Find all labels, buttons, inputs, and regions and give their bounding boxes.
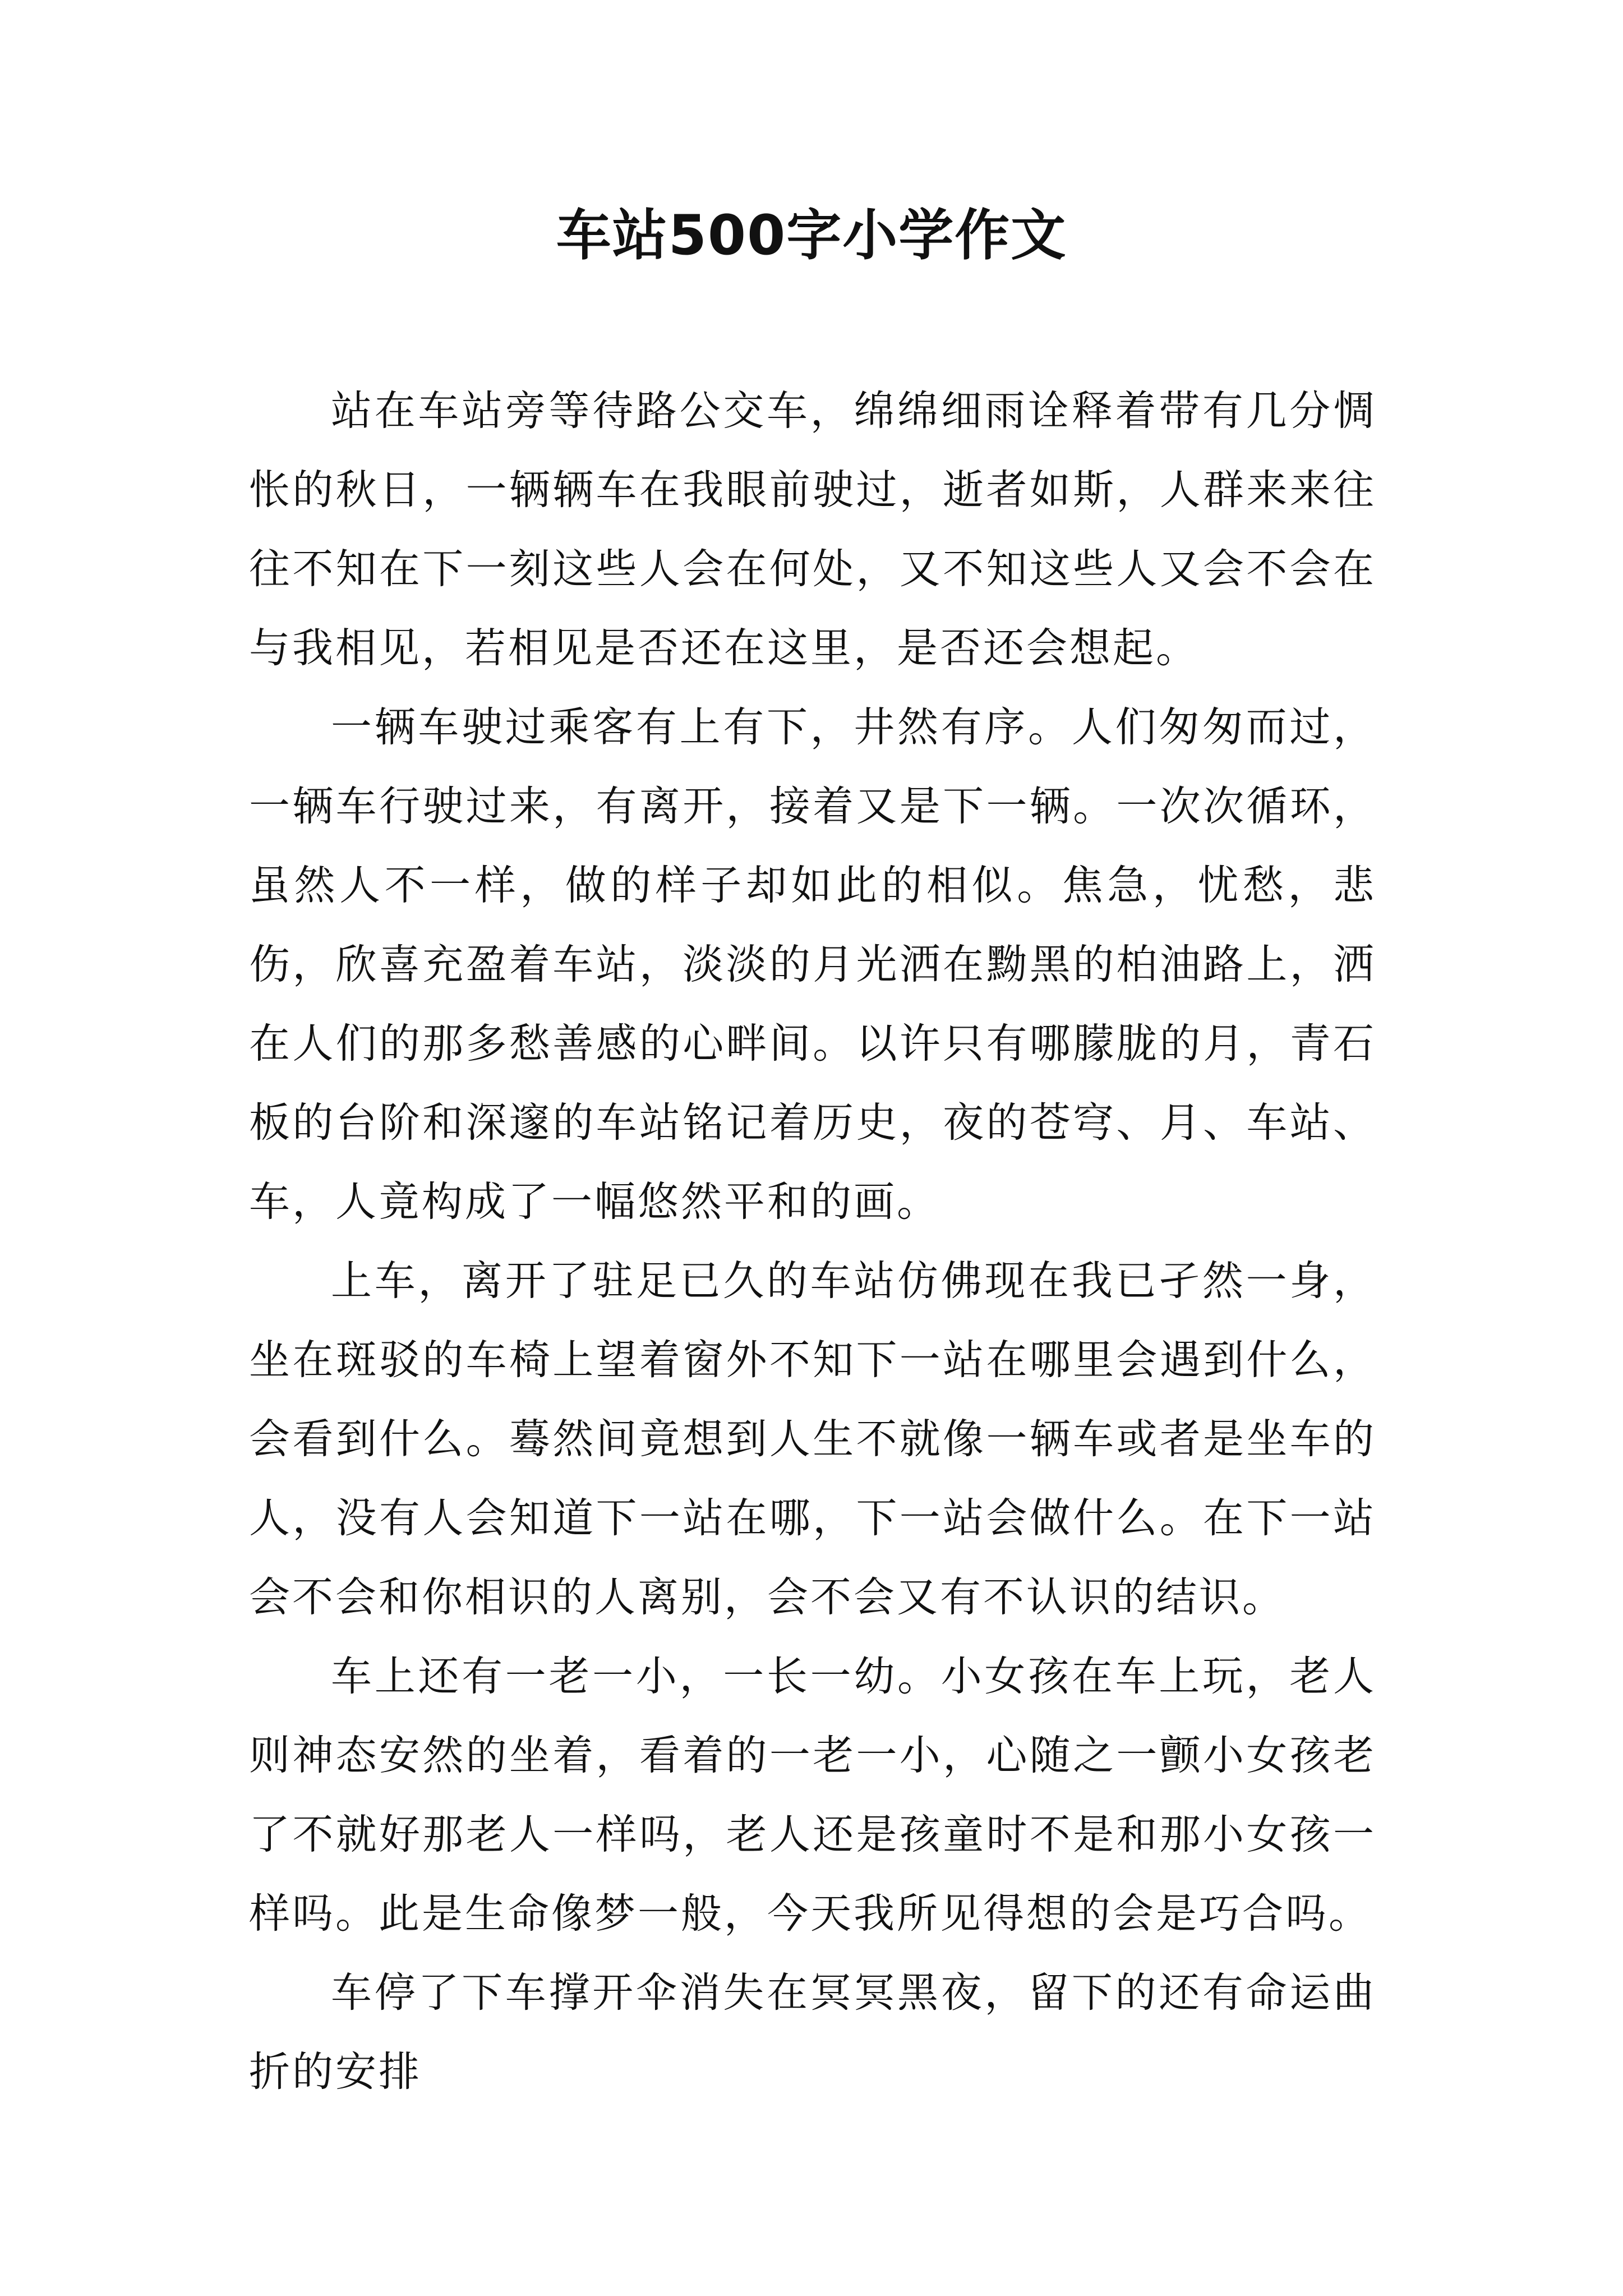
paragraph-4: 车上还有一老一小，一长一幼。小女孩在车上玩，老人则神态安然的坐着，看着的一老一小，心随之一颤小女孩老了不就好那老人一样吗，老人还是孩童时不是和那小女孩一样吗。此是生命像梦一般，今天我所见得想的会是巧合吗。 (249, 1653, 1376, 1938)
paragraph-3: 上车，离开了驻足已久的车站仿佛现在我已孑然一身，坐在斑驳的车椅上望着窗外不知下一站在哪里会遇到什么，会看到什么。蓦然间竟想到人生不就像一辆车或者是坐车的人，没有人会知道下一站在哪，下一站会做什么。在下一站会不会和你相识的人离别，会不会又有不认识的结识。 (249, 1257, 1376, 1621)
essay-body (249, 371, 1376, 2111)
paragraph-1: 站在车站旁等待路公交车，绵绵细雨诠释着带有几分惆怅的秋日，一辆辆车在我眼前驶过，逝者如斯，人群来来往往不知在下一刻这些人会在何处，又不知这些人又会不会在与我相见，若相见是否还在这里，是否还会想起。 (249, 387, 1376, 672)
paragraph-2: 一辆车驶过乘客有上有下，井然有序。人们匆匆而过，一辆车行驶过来，有离开，接着又是下一辆。一次次循环，虽然人不一样，做的样子却如此的相似。焦急，忧愁，悲伤，欣喜充盈着车站，淡淡的月光洒在黝黑的柏油路上，洒在人们的那多愁善感的心畔间。以许只有哪朦胧的月，青石板的台阶和深邃的车站铭记着历史，夜的苍穹、月、车站、车，人竟构成了一幅悠然平和的画。 (249, 703, 1376, 1226)
paragraph-5: 车停了下车撑开伞消失在冥冥黑夜，留下的还有命运曲折的安排 (249, 1969, 1376, 2096)
document-title: 车站500字小学作文 (556, 204, 1067, 268)
